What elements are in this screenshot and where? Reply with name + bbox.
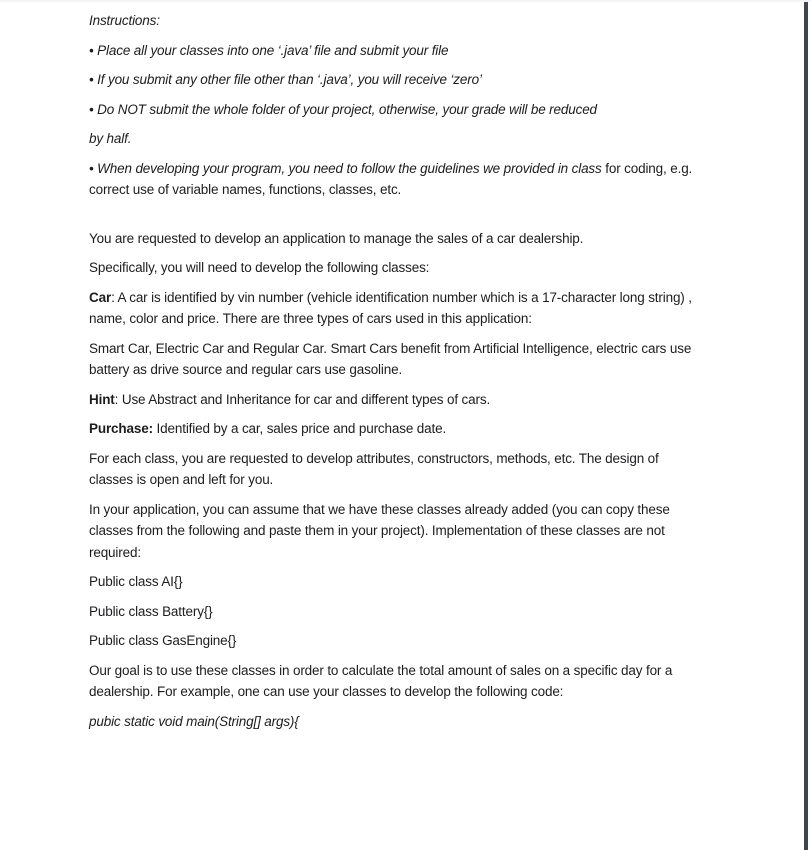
- text-run: pubic static void main(String[] args){: [89, 713, 299, 729]
- paragraph: [89, 711, 779, 733]
- text-run: Specifically, you will need to develop the following classes:: [89, 260, 430, 275]
- text-run: Public class AI{}: [89, 574, 183, 589]
- paragraph: [89, 10, 779, 32]
- paragraph: [89, 571, 779, 593]
- text-run: • Do NOT submit the whole folder of your project, otherwise, your grade will be reduced: [89, 101, 597, 117]
- text-run: dealership. For example, one can use your classes to develop the following code:: [89, 684, 564, 699]
- text-run: Identified by a car, sales price and purchase date.: [152, 421, 447, 436]
- paragraph: [89, 128, 779, 150]
- paragraph: [89, 158, 779, 201]
- paragraph: [89, 99, 779, 121]
- page-right-border: [804, 2, 808, 850]
- paragraph: [89, 499, 779, 564]
- text-run: Smart Car, Electric Car and Regular Car. Smart Cars benefit from Artificial Intelligence, electric cars use: [89, 340, 692, 356]
- text-run: Public class Battery{}: [89, 603, 213, 619]
- paragraph: [89, 660, 779, 703]
- text-run: : Use Abstract and Inheritance for car and different types of cars.: [114, 391, 491, 407]
- document-body: [89, 10, 779, 740]
- text-run: name, color and price. There are three types of cars used in this application:: [89, 311, 532, 326]
- text-run: For each class, you are requested to develop attributes, constructors, methods, etc. The design of: [89, 450, 659, 466]
- text-run: • When developing your program, you need to follow the guidelines we provided in class: [89, 160, 602, 176]
- text-run: Public class GasEngine{}: [89, 633, 237, 648]
- text-run: • If you submit any other file other than ‘.java’, you will receive ‘zero’: [89, 72, 482, 87]
- text-run: Hint: [89, 391, 115, 407]
- paragraph: [89, 418, 779, 440]
- paragraph: [89, 601, 779, 623]
- text-run: battery as drive source and regular cars use gasoline.: [89, 362, 403, 377]
- paragraph: [89, 228, 779, 250]
- text-run: • Place all your classes into one ‘.java’ file and submit your file: [89, 42, 449, 58]
- text-run: You are requested to develop an application to manage the sales of a car dealership.: [89, 230, 584, 246]
- paragraph: [89, 630, 779, 652]
- text-run: correct use of variable names, functions, classes, etc.: [89, 182, 402, 197]
- text-run: : A car is identified by vin number (vehicle identification number which is a 17-character long string) ,: [111, 289, 692, 305]
- paragraph: [89, 287, 779, 330]
- text-run: Car: [89, 289, 112, 305]
- paragraph: [89, 40, 779, 62]
- text-run: classes from the following and paste them in your project). Implementation of these classes are not: [89, 523, 665, 538]
- text-run: Instructions:: [89, 13, 160, 28]
- text-run: In your application, you can assume that we have these classes already added (you can copy these: [89, 501, 670, 517]
- text-run: Purchase:: [89, 421, 153, 436]
- text-run: by half.: [89, 131, 132, 146]
- paragraph: [89, 257, 779, 279]
- paragraph: [89, 69, 779, 91]
- text-run: classes is open and left for you.: [89, 472, 274, 487]
- text-run: required:: [89, 544, 141, 560]
- paragraph: [89, 389, 779, 411]
- paragraph: [89, 448, 779, 491]
- text-run: for coding, e.g.: [601, 160, 693, 176]
- paragraph: [89, 338, 779, 381]
- text-run: Our goal is to use these classes in order to calculate the total amount of sales on a specific day for a: [89, 662, 673, 678]
